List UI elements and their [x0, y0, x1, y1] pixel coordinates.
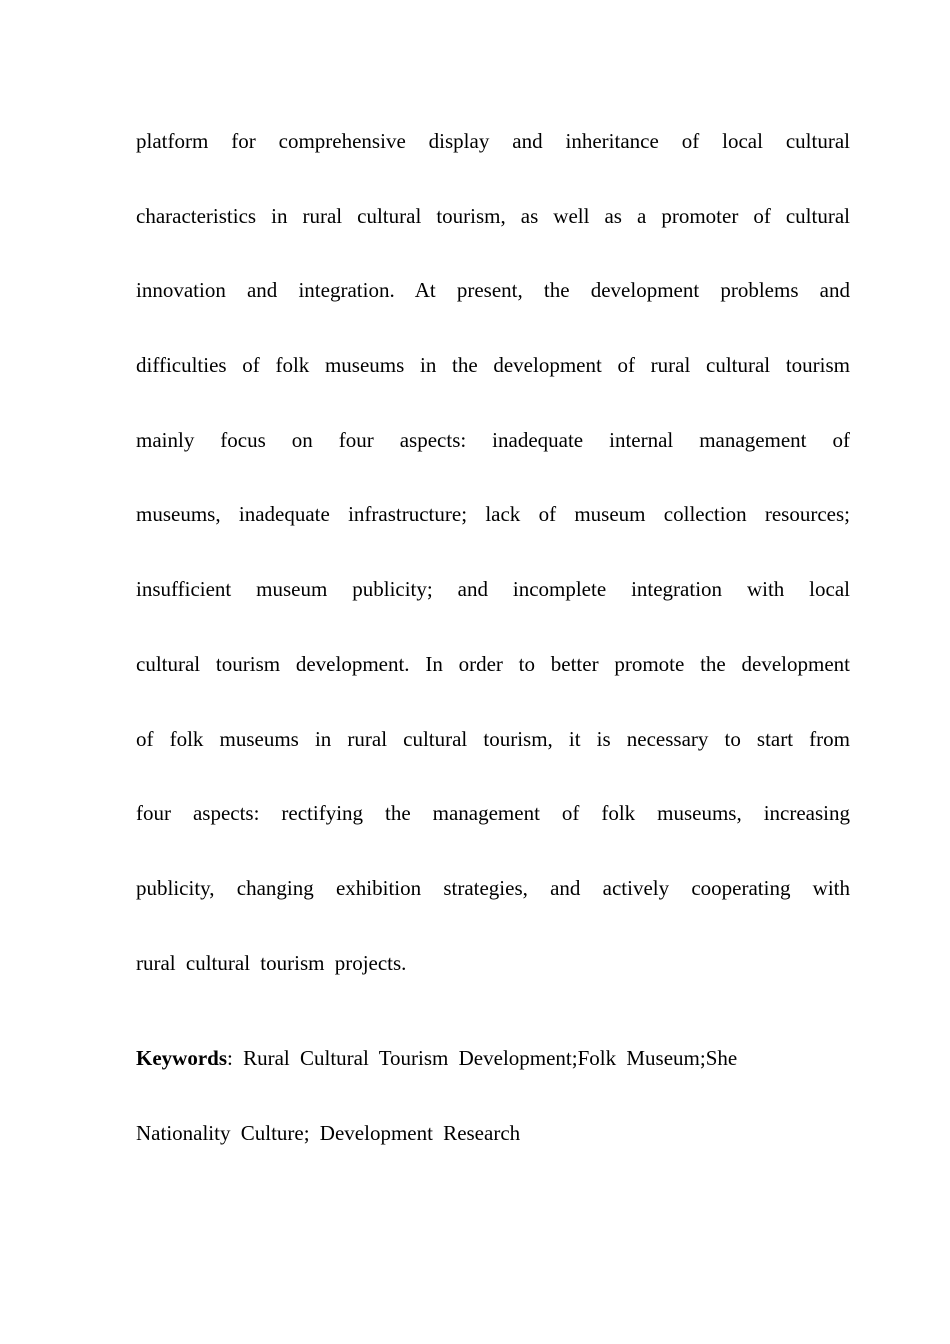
keywords-section — [136, 1021, 850, 1170]
abstract-line: insufficient museum publicity; and incomplete integration with local — [136, 577, 850, 602]
abstract-line: innovation and integration. At present, the development problems and — [136, 278, 850, 303]
abstract-line: museums, inadequate infrastructure; lack of museum collection resources; — [136, 502, 850, 527]
abstract-line: cultural tourism development. In order to better promote the development — [136, 651, 850, 676]
abstract-line: platform for comprehensive display and inheritance of local cultural — [136, 129, 850, 153]
abstract-paragraph — [136, 104, 850, 1000]
keywords-line-2: Nationality Culture; Development Research — [136, 1120, 521, 1145]
abstract-line: four aspects: rectifying the management of folk museums, increasing — [136, 801, 850, 826]
abstract-line: publicity, changing exhibition strategies, and actively cooperating with — [136, 875, 850, 900]
keywords-line-1 — [136, 1021, 850, 1096]
keywords-separator: : — [227, 1046, 233, 1070]
abstract-line: characteristics in rural cultural tourism, as well as a promoter of cultural — [136, 203, 850, 228]
abstract-line: mainly focus on four aspects: inadequate internal management of — [136, 427, 850, 452]
keywords-label: Keywords — [136, 1046, 227, 1070]
abstract-line: of folk museums in rural cultural tourism, it is necessary to start from — [136, 726, 850, 751]
abstract-line: difficulties of folk museums in the development of rural cultural tourism — [136, 353, 850, 378]
abstract-line: rural cultural tourism projects. — [136, 950, 407, 975]
keywords-list: Rural Cultural Tourism Development;Folk Museum;She — [243, 1046, 738, 1070]
